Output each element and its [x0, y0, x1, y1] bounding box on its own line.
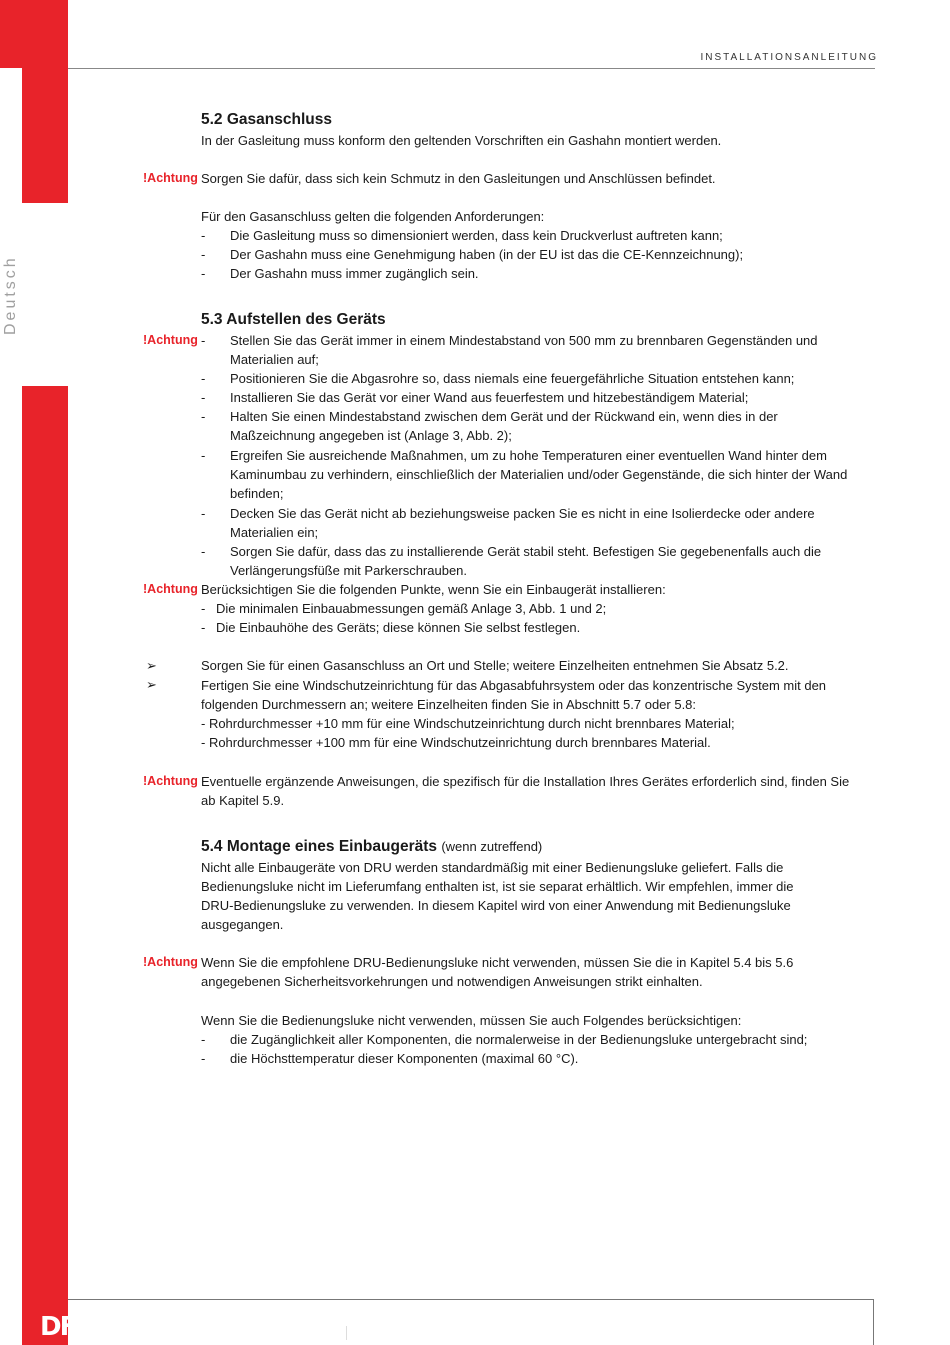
list-item-continued: Materialien ein; — [230, 525, 319, 540]
list-item: Ergreifen Sie ausreichende Maßnahmen, um zu hohe Temperaturen einer eventuellen Wand hinter dem — [230, 448, 827, 463]
arrow-item: Fertigen Sie eine Windschutzeinrichtung für das Abgasabfuhrsystem oder das konzentrische System mit den — [201, 678, 827, 693]
bullet-dash: - — [201, 448, 206, 463]
list-item: Die Einbauhöhe des Geräts; diese können Sie selbst festlegen. — [216, 620, 581, 635]
section-5-3-title: 5.3 Aufstellen des Geräts — [201, 311, 386, 328]
bullet-dash: - — [201, 620, 206, 635]
bullet-dash: - — [201, 266, 206, 281]
arrow-item: Sorgen Sie für einen Gasanschluss an Ort und Stelle; weitere Einzelheiten entnehmen Sie Absatz 5.2. — [201, 658, 789, 673]
section-5-4-warning-continued: angegebenen Sicherheitsvorkehrungen und notwendigen Anweisungen strikt einhalten. — [201, 974, 703, 989]
section-5-3-final-warning-continued: ab Kapitel 5.9. — [201, 793, 285, 808]
list-item: Positionieren Sie die Abgasrohre so, dass niemals eine feuergefährliche Situation entstehen kann; — [230, 371, 795, 386]
section-5-4-paragraph: Nicht alle Einbaugeräte von DRU werden standardmäßig mit einer Bedienungsluke geliefert. Falls die — [201, 860, 784, 875]
header-title: INSTALLATIONSANLEITUNG — [700, 52, 878, 63]
header-rule — [68, 68, 875, 69]
list-item-continued: befinden; — [230, 486, 284, 501]
bullet-dash: - — [201, 333, 206, 348]
list-item: Decken Sie das Gerät nicht ab beziehungsweise packen Sie es nicht in eine Isolierdecke oder andere — [230, 506, 815, 521]
arrow-bullet-icon: ➢ — [146, 677, 157, 692]
footer-vertical-rule — [873, 1299, 874, 1345]
arrow-item-continued: folgenden Durchmessern an; weitere Einzelheiten finden Sie in Abschnitt 5.7 oder 5.8: — [201, 697, 697, 712]
arrow-bullet-icon: ➢ — [146, 658, 157, 673]
brand-logo: DF — [40, 1312, 76, 1342]
list-item: Der Gashahn muss immer zugänglich sein. — [230, 266, 479, 281]
section-5-2-req-intro: Für den Gasanschluss gelten die folgenden Anforderungen: — [201, 209, 545, 224]
section-5-4-paragraph: Wenn Sie die Bedienungsluke nicht verwenden, müssen Sie auch Folgendes berücksichtigen: — [201, 1013, 742, 1028]
list-item: die Zugänglichkeit aller Komponenten, die normalerweise in der Bedienungsluke untergebracht sind; — [230, 1032, 808, 1047]
section-5-4-paragraph: DRU-Bedienungsluke zu verwenden. In diesem Kapitel wird von einer Anwendung mit Bedienungsluke — [201, 898, 791, 913]
bullet-dash: - — [201, 409, 206, 424]
bullet-dash: - — [201, 506, 206, 521]
list-item: Installieren Sie das Gerät vor einer Wand aus feuerfestem und hitzebeständigem Material; — [230, 390, 749, 405]
section-5-4-title-aside: (wenn zutreffend) — [441, 839, 543, 854]
bullet-dash: - — [201, 1032, 206, 1047]
list-item: Die minimalen Einbauabmessungen gemäß Anlage 3, Abb. 1 und 2; — [216, 601, 607, 616]
list-item: Halten Sie einen Mindestabstand zwischen dem Gerät und der Rückwand ein, wenn dies in der — [230, 409, 778, 424]
section-5-3-final-warning: Eventuelle ergänzende Anweisungen, die spezifisch für die Installation Ihres Gerätes erforderlich sind, finden Sie — [201, 774, 850, 789]
bullet-dash: - — [201, 1051, 206, 1066]
section-5-4-paragraph: ausgegangen. — [201, 917, 284, 932]
warning-label: !Achtung — [143, 955, 198, 969]
section-5-2-title: 5.2 Gasanschluss — [201, 111, 332, 128]
list-item-continued: Materialien auf; — [230, 352, 319, 367]
warning-label: !Achtung — [143, 774, 198, 788]
bullet-dash: - — [201, 601, 206, 616]
section-5-4-title-main: 5.4 Montage eines Einbaugeräts — [201, 838, 438, 855]
warning-label: !Achtung — [143, 582, 198, 596]
list-item: Der Gashahn muss eine Genehmigung haben (in der EU ist das die CE-Kennzeichnung); — [230, 247, 744, 262]
arrow-item-continued: - Rohrdurchmesser +100 mm für eine Windschutzeinrichtung durch brennbares Material. — [201, 735, 711, 750]
bullet-dash: - — [201, 228, 206, 243]
section-5-4-paragraph: Bedienungsluke nicht im Lieferumfang enthalten ist, ist sie separat erhältlich. Wir empfehlen, immer die — [201, 879, 794, 894]
bullet-dash: - — [201, 544, 206, 559]
language-label: Deutsch — [2, 255, 19, 335]
list-item: Sorgen Sie dafür, dass das zu installierende Gerät stabil steht. Befestigen Sie gegebenenfalls auch die — [230, 544, 822, 559]
arrow-item-continued: - Rohrdurchmesser +10 mm für eine Windschutzeinrichtung durch nicht brennbares Material; — [201, 716, 735, 731]
section-5-2-warning: Sorgen Sie dafür, dass sich kein Schmutz in den Gasleitungen und Anschlüssen befindet. — [201, 171, 716, 186]
warning-label: !Achtung — [143, 171, 198, 185]
list-item: die Höchsttemperatur dieser Komponenten (maximal 60 °C). — [230, 1051, 579, 1066]
section-5-2-intro: In der Gasleitung muss konform den geltenden Vorschriften ein Gashahn montiert werden. — [201, 133, 722, 148]
list-item: Stellen Sie das Gerät immer in einem Mindestabstand von 500 mm zu brennbaren Gegenständen und — [230, 333, 818, 348]
footer-tick — [346, 1326, 347, 1340]
list-item-continued: Verlängerungsfüße mit Parkerschrauben. — [230, 563, 468, 578]
section-5-4-title — [201, 838, 542, 856]
list-item-continued: Maßzeichnung angegeben ist (Anlage 3, Abb. 2); — [230, 428, 512, 443]
bullet-dash: - — [201, 390, 206, 405]
bullet-dash: - — [201, 247, 206, 262]
list-item: Die Gasleitung muss so dimensioniert werden, dass kein Druckverlust auftreten kann; — [230, 228, 723, 243]
section-5-3-warning: Berücksichtigen Sie die folgenden Punkte, wenn Sie ein Einbaugerät installieren: — [201, 582, 666, 597]
warning-label: !Achtung — [143, 333, 198, 347]
section-5-4-warning: Wenn Sie die empfohlene DRU-Bedienungsluke nicht verwenden, müssen Sie die in Kapitel 5.4 bis 5.6 — [201, 955, 794, 970]
bullet-dash: - — [201, 371, 206, 386]
list-item-continued: Kaminumbau zu verhindern, einschließlich der Materialien und/oder Gegenstände, die sich hinter der Wand — [230, 467, 848, 482]
footer-rule — [68, 1299, 874, 1300]
